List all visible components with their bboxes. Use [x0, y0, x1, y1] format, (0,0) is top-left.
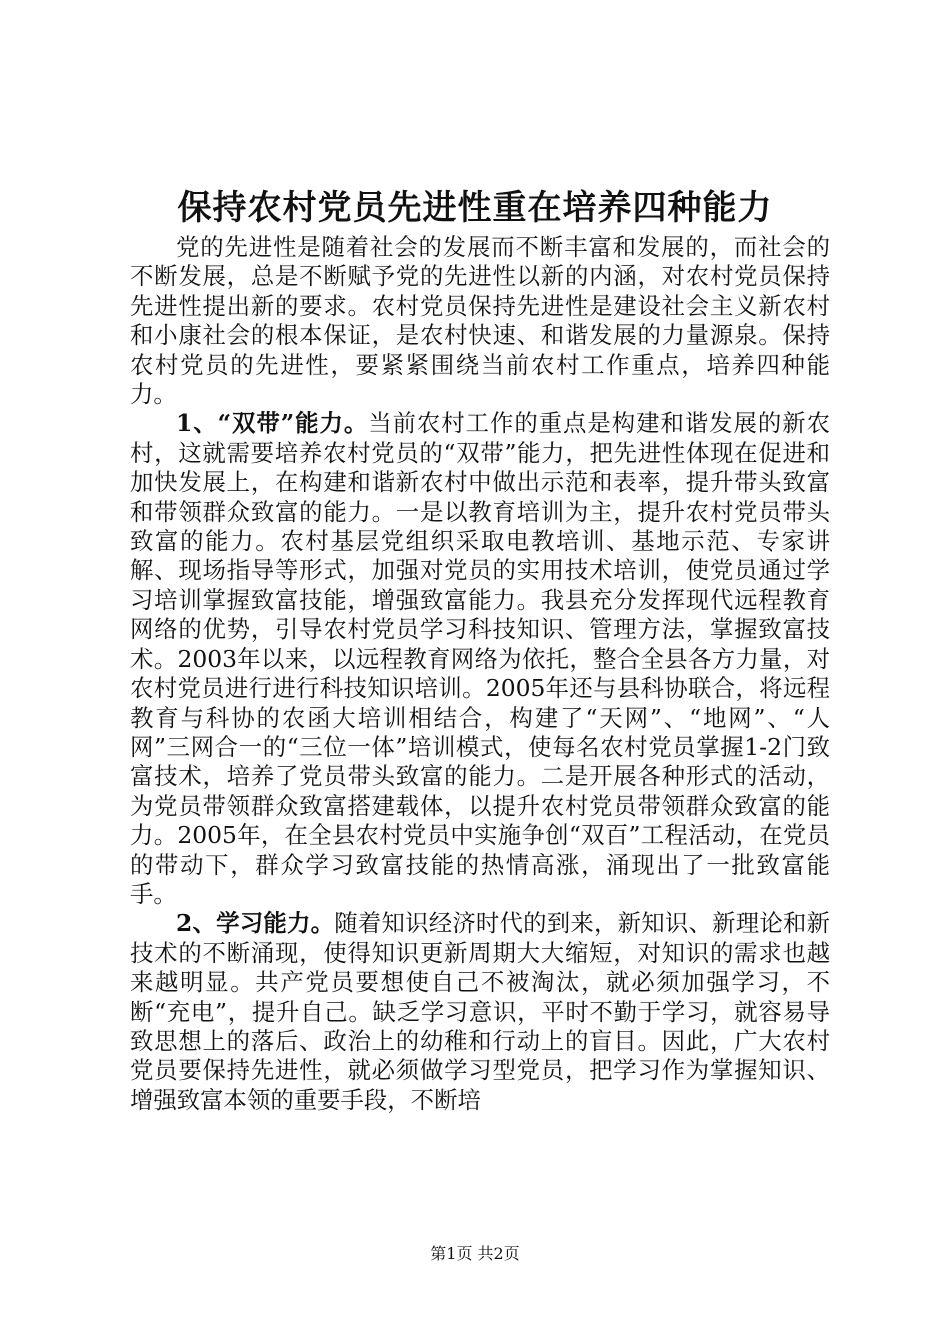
paragraph-text: 随着知识经济时代的到来，新知识、新理论和新技术的不断涌现，使得知识更新周期大大缩短，对知识的需求也越来越明显。共产党员要想使自己不被淘汰，就必须加强学习，不断“充电”，提升自己。缺乏学习意识，平时不勤于学习，就容易导致思想上的落后、政治上的幼稚和行动上的盲目。因此，广大农村党员要保持先进性，就必须做学习型党员，把学习作为掌握知识、增强致富本领的重要手段，不断培 — [130, 909, 830, 1114]
document-title: 保持农村党员先进性重在培养四种能力 — [177, 188, 773, 228]
paragraph-heading: 2、学习能力。 — [176, 909, 335, 938]
page-number-footer: 第1页 共2页 — [430, 1244, 520, 1263]
document-body — [130, 233, 830, 1115]
paragraph-text: 当前农村工作的重点是构建和谐发展的新农村，这就需要培养农村党员的“双带”能力，把先进性体现在促进和加快发展上，在构建和谐新农村中做出示范和表率，提升带头致富和带领群众致富的能力。一是以教育培训为主，提升农村党员带头致富的能力。农村基层党组织采取电教培训、基地示范、专家讲解、现场指导等形式，加强对党员的实用技术培训，使党员通过学习培训掌握致富技能，增强致富能力。我县充分发挥现代远程教育网络的优势，引导农村党员学习科技知识、管理方法，掌握致富技术。2003年以来，以远程教育网络为依托，整合全县各方力量，对农村党员进行进行科技知识培训。2005年还与县科协联合，将远程教育与科协的农函大培训相结合，构建了“天网”、“地网”、“人网”三网合一的“三位一体”培训模式，使每名农村党员掌握1-2门致富技术，培养了党员带头致富的能力。二是开展各种形式的活动，为党员带领群众致富搭建载体，以提升农村党员带领群众致富的能力。2005年，在全县农村党员中实施争创“双百”工程活动，在党员的带动下，群众学习致富技能的热情高涨，涌现出了一批致富能手。 — [130, 409, 831, 908]
paragraph-learning-ability — [130, 909, 830, 1115]
paragraph-heading: 1、“双带”能力。 — [176, 409, 369, 438]
paragraph-double-lead-ability — [130, 409, 830, 909]
paragraph-text: 党的先进性是随着社会的发展而不断丰富和发展的，而社会的不断发展，总是不断赋予党的先进性以新的内涵，对农村党员保持先进性提出新的要求。农村党员保持先进性是建设社会主义新农村和小康社会的根本保证，是农村快速、和谐发展的力量源泉。保持农村党员的先进性，要紧紧围绕当前农村工作重点，培养四种能力。 — [130, 233, 830, 409]
paragraph-intro — [130, 233, 830, 409]
